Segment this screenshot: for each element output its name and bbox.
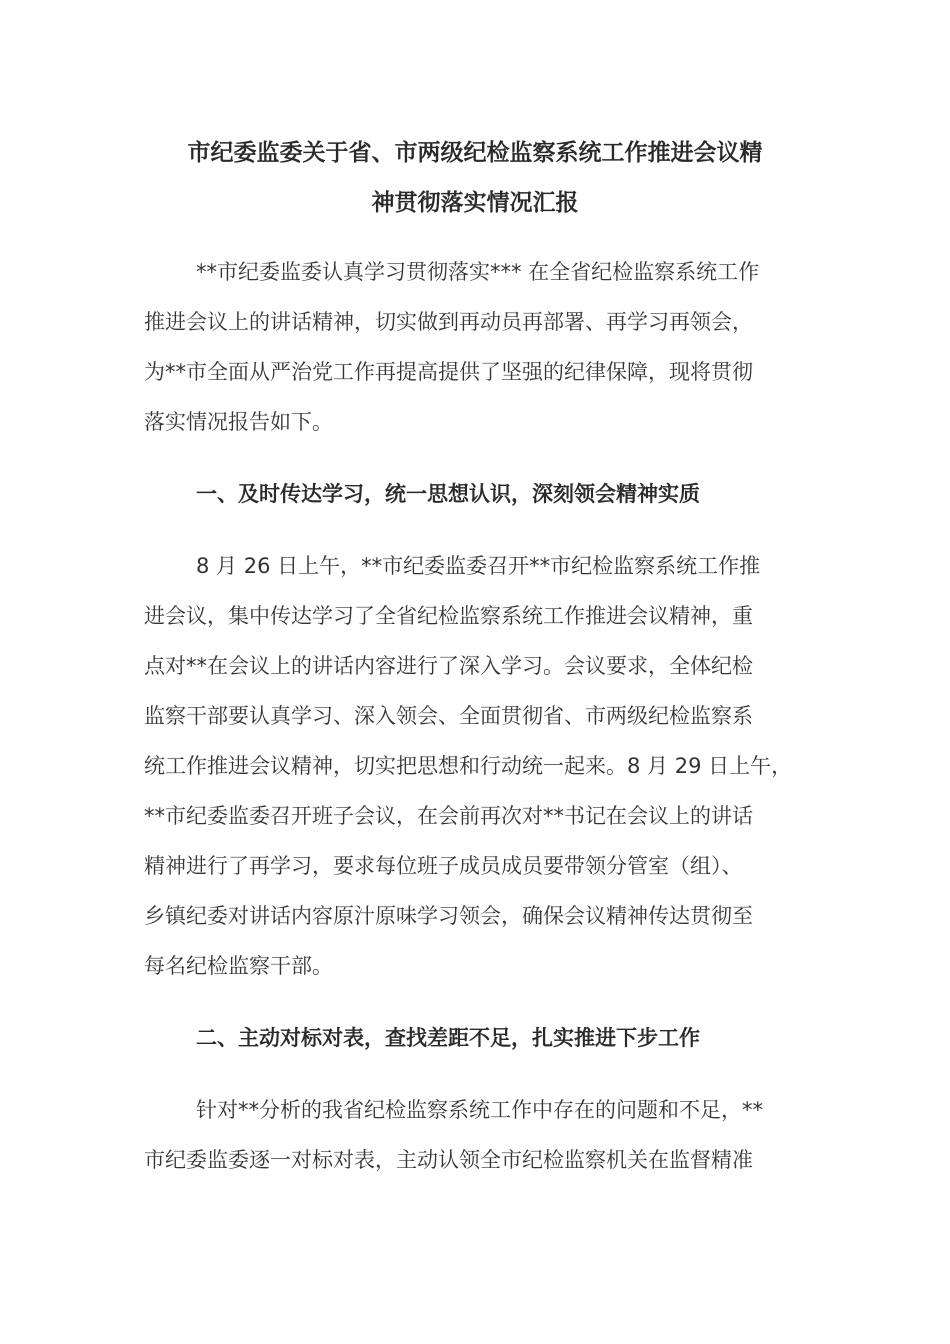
- section-1-line-6: **市纪委监委召开班子会议，在会前再次对**书记在会议上的讲话: [144, 804, 753, 828]
- section-1-paragraph: [144, 541, 824, 991]
- intro-line-4: 落实情况报告如下。: [144, 410, 333, 434]
- title-line-2: 神贯彻落实情况汇报: [371, 190, 579, 216]
- section-1-line-8: 乡镇纪委对讲话内容原汁原味学习领会，确保会议精神传达贯彻至: [144, 904, 753, 928]
- section-2-heading: 二、主动对标对表，查找差距不足，扎实推进下步工作: [196, 1026, 700, 1050]
- section-1-line-4: 监察干部要认真学习、深入领会、全面贯彻省、市两级纪检监察系: [144, 704, 753, 728]
- section-1-line-3: 点对**在会议上的讲话内容进行了深入学习。会议要求，全体纪检: [144, 654, 753, 678]
- document-body: [144, 247, 824, 1185]
- section-1-line-2: 进会议，集中传达学习了全省纪检监察系统工作推进会议精神，重: [144, 604, 753, 628]
- document-title: [140, 128, 810, 228]
- section-2-line-2: 市纪委监委逐一对标对表，主动认领全市纪检监察机关在监督精准: [144, 1148, 753, 1172]
- section-2-paragraph: [144, 1085, 824, 1185]
- section-1-line-9: 每名纪检监察干部。: [144, 954, 333, 978]
- intro-line-2: 推进会议上的讲话精神，切实做到再动员再部署、再学习再领会，: [144, 310, 753, 334]
- section-2-line-1: 针对**分析的我省纪检监察系统工作中存在的问题和不足，**: [196, 1098, 763, 1122]
- title-line-1: 市纪委监委关于省、市两级纪检监察系统工作推进会议精: [187, 140, 763, 166]
- section-1-line-5: 统工作推进会议精神，切实把思想和行动统一起来。8 月 29 日上午，: [144, 754, 793, 778]
- section-1-line-7: 精神进行了再学习，要求每位班子成员成员要带领分管室（组）、: [144, 854, 743, 878]
- intro-line-1: **市纪委监委认真学习贯彻落实*** 在全省纪检监察系统工作: [196, 260, 760, 284]
- intro-line-3: 为**市全面从严治党工作再提高提供了坚强的纪律保障，现将贯彻: [144, 360, 753, 384]
- section-1-heading: 一、及时传达学习，统一思想认识，深刻领会精神实质: [196, 482, 700, 506]
- intro-paragraph: [144, 247, 824, 447]
- section-1-line-1: 8 月 26 日上午，**市纪委监委召开**市纪检监察系统工作推: [196, 554, 761, 578]
